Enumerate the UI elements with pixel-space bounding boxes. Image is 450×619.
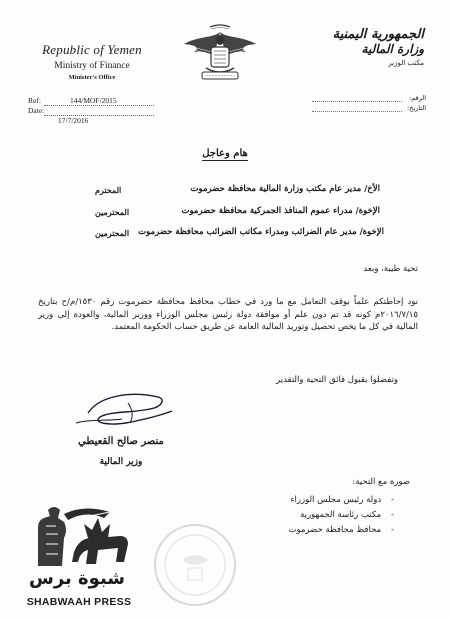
signer-name: منصر صالح القعيطي [78, 436, 164, 447]
republic-label-en: Republic of Yemen [42, 42, 142, 57]
date-label-ar: التاريخ: [406, 104, 426, 112]
date-label: Date: [28, 106, 45, 115]
ministry-label-en: Ministry of Finance [54, 61, 130, 71]
ref-label: Ref: [28, 96, 41, 105]
date-field-ar [407, 104, 426, 112]
faded-stamp [150, 520, 240, 610]
ref-row [28, 96, 117, 105]
republic-label-ar: الجمهورية اليمنية [332, 27, 424, 42]
number-line-ar [312, 101, 402, 102]
addressee-suffix: المحترمين [95, 228, 130, 238]
addressee-suffix: المحترمين [95, 207, 130, 217]
cc-item: - دولة رئيس مجلس الوزراء [288, 493, 394, 508]
arabic-letterhead [314, 28, 424, 67]
date-row [28, 106, 44, 115]
shabwaah-press-logo [24, 500, 136, 572]
date-line-ar [312, 111, 402, 112]
letter-body: نود إحاطتكم علماً بوقف التعامل مع ما ورد في خطاب محافظ محافظة حضرموت رقم ١٥٣٠/م/ح بتاريخ ٢٠١٦/٧/١٥م كونه قد تم دون علم أو موافقة دولة رئيس مجلس الوزراء ووزير المالية، والعودة إلى وزير المالية في كل ما يخص تحصيل وتوريد المالية العامة عن طريق حساب الحكومة المعتمد. [38, 297, 418, 333]
cc-heading: صورة مع التحية: [352, 477, 410, 487]
cc-item: - مكتب رئاسة الجمهورية [288, 508, 394, 523]
ref-line [44, 105, 154, 106]
english-letterhead [22, 42, 162, 81]
greeting: تحية طيبة، وبعد [363, 264, 418, 274]
cc-list [288, 493, 394, 538]
handwritten-signature [70, 383, 180, 438]
watermark-arabic: شبوة برس [28, 568, 126, 589]
closing-line: وتفضلوا بقبول فائق التحية والتقدير [276, 375, 398, 385]
yemen-eagle-emblem [180, 18, 260, 90]
addressee-suffix: المحترم [95, 185, 122, 195]
addressee-line: الأخ/ مدير عام مكتب وزارة المالية محافظة حضرموت [190, 184, 380, 194]
office-label-en: Minister's Office [68, 74, 116, 81]
ref-value: 144/MOF/2015 [70, 96, 117, 105]
watermark-english: SHABWAAH PRESS [26, 596, 132, 608]
office-label-ar: مكتب الوزير [388, 58, 424, 67]
addressee-line: الإخوة/ مدير عام الضرائب ومدراء مكاتب الضرائب محافظة حضرموت [138, 227, 384, 237]
signer-title: وزير المالية [99, 457, 143, 467]
letter-title: هام وعاجل [202, 148, 248, 159]
addressee-line: الإخوة/ مدراء عموم المنافذ الجمركية محافظة حضرموت [181, 206, 380, 216]
date-value: 17/7/2016 [58, 116, 89, 125]
number-label-ar: الرقم: [409, 94, 426, 102]
ministry-label-ar: وزارة المالية [361, 42, 424, 57]
cc-item: - محافظ محافظة حضرموت [288, 523, 394, 538]
number-field-ar [409, 94, 426, 102]
date-value-row [58, 116, 88, 125]
